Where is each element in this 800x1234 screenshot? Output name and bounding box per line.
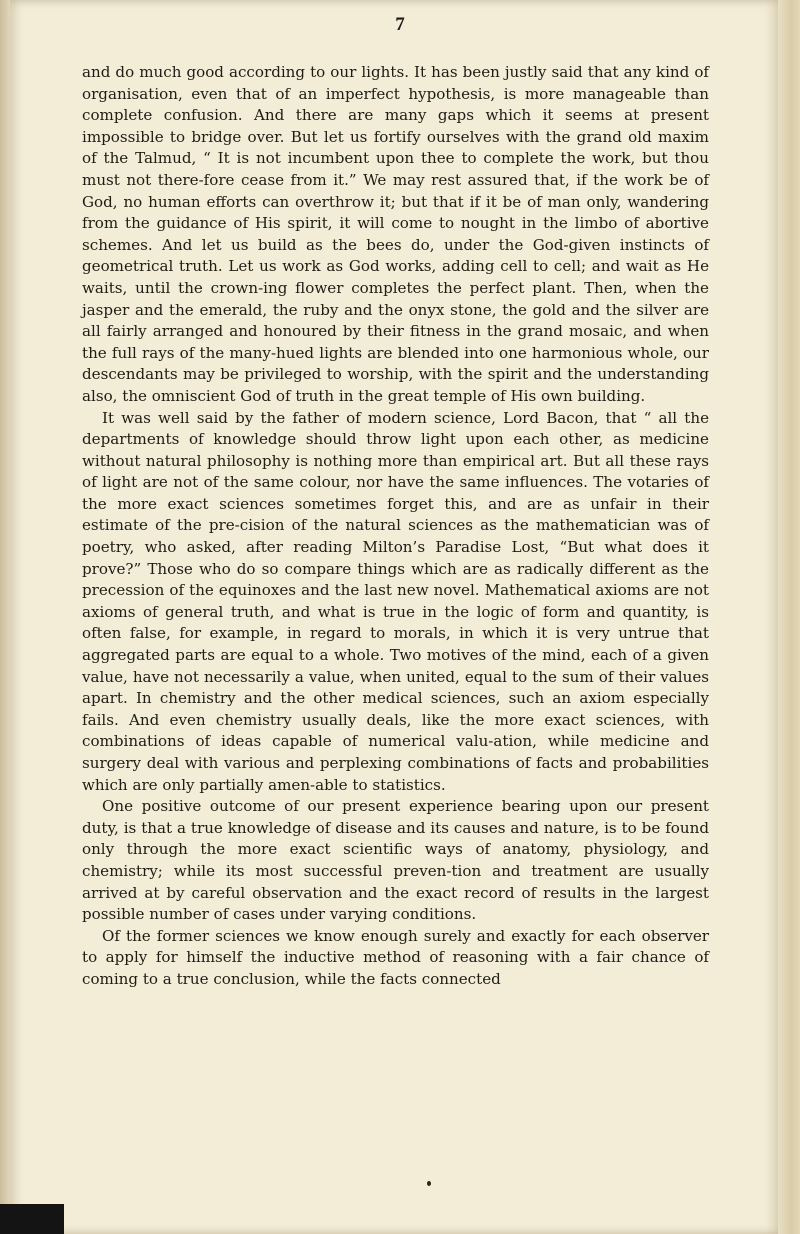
paragraph: One positive outcome of our present experience bearing upon our present duty, is that a true knowledge of disease and its causes and nature, is to be found only through the more exact scientific ways of anatomy, physiology, and chemistry; while its most successful preven-tion and treatment are usually arrived at by careful observation and the exact record of results in the largest possible number of cases under varying conditions. xyxy=(82,797,709,924)
scan-corner-shadow xyxy=(0,1204,64,1234)
ink-speck xyxy=(427,1181,431,1186)
paragraph: It was well said by the father of modern science, Lord Bacon, that “ all the departments of knowledge should throw light upon each other, as medicine without natural philosophy is nothing more than empirical art. But all these rays of light are not of the same colour, nor have the same influences. The votaries of the more exact sciences sometimes forget this, and are as unfair in their estimate of the pre-cision of the natural sciences as the mathematician was of poetry, who asked, after reading Milton’s Paradise Lost, “But what does it prove?” Those who do so compare things which are as radically different as the precession of the equinoxes and the last new novel. Mathematical axioms are not axioms of general truth, and what is true in the logic of form and quantity, is often false, for example, in regard to morals, in which it is very untrue that aggregated parts are equal to a whole. Two motives of the mind, each of a given value, have not necessarily a value, when united, equal to the sum of their values apart. In chemistry and the other medical sciences, such an axiom especially fails. And even chemistry usually deals, like the more exact sciences, with combinations of ideas capable of numerical valu-ation, while medicine and surgery deal with various and perplexing combinations of facts and probabilities which are only partially amen-able to statistics. xyxy=(82,408,709,794)
page-edge xyxy=(778,0,800,1234)
paragraph: and do much good according to our lights. It has been justly said that any kind of organisation, even that of an imperfect hypothesis, is more manageable than complete confusion. And there are many gaps which it seems at present impossible to bridge over. But let us fortify ourselves with the grand old maxim of the Talmud, “ It is not incumbent upon thee to complete the work, but thou must not there-fore cease from it.” We may rest assured that, if the work be of God, no human efforts can overthrow it; but that if it be of man only, wandering from the guidance of His spirit, it will come to nought in the limbo of abortive schemes. And let us build as the bees do, under the God-given instincts of geometrical truth. Let us work as God works, adding cell to cell; and wait as He waits, until the crown-ing flower completes the perfect plant. Then, when the jasper and the emerald, the ruby and the onyx stone, the gold and the silver are all fairly arranged and honoured by their fitness in the grand mosaic, and when the full rays of the many-hued lights are blended into one harmonious whole, our descendants may be privileged to worship, with the spirit and the understanding also, the omniscient God of truth in the great temple of His own building. xyxy=(82,63,709,405)
page-number: 7 xyxy=(395,14,405,35)
body-text xyxy=(82,62,709,991)
paragraph: Of the former sciences we know enough surely and exactly for each observer to apply for himself the inductive method of reasoning with a fair chance of coming to a true conclusion, while the facts connected xyxy=(82,926,709,988)
